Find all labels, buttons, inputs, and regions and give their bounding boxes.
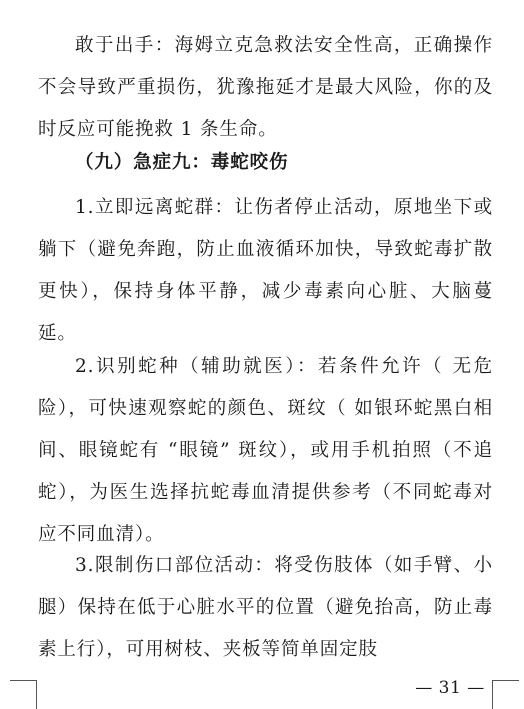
- page-number: — 31 —: [415, 678, 485, 698]
- crop-mark-right: [492, 680, 519, 709]
- list-item: 2.识别蛇种（辅助就医）：若条件允许（ 无危险），可快速观察蛇的颜色、斑纹（ 如银环蛇黑白相间、眼镜蛇有 “眼镜” 斑纹），或用手机拍照（不追蛇），为医生选择抗蛇毒血清提供参考（不同蛇毒对应不同血清）。: [38, 356, 493, 545]
- list-item: 3.限制伤口部位活动：将受伤肢体（如手臂、小腿）保持在低于心脏水平的位置（避免抬高，防止毒素上行），可用树枝、夹板等简单固定肢: [38, 555, 493, 660]
- intro-paragraph: 敢于出手：海姆立克急救法安全性高，正确操作不会导致严重损伤，犹豫拖延才是最大风险，你的及时反应可能挽救 1 条生命。: [38, 35, 493, 140]
- section-heading: （九）急症九：毒蛇咬伤: [75, 152, 289, 173]
- crop-mark-left: [10, 680, 37, 709]
- list-item: 1.立即远离蛇群：让伤者停止活动，原地坐下或躺下（避免奔跑，防止血液循环加快，导致蛇毒扩散更快），保持身体平静，减少毒素向心脏、大脑蔓延。: [38, 197, 493, 344]
